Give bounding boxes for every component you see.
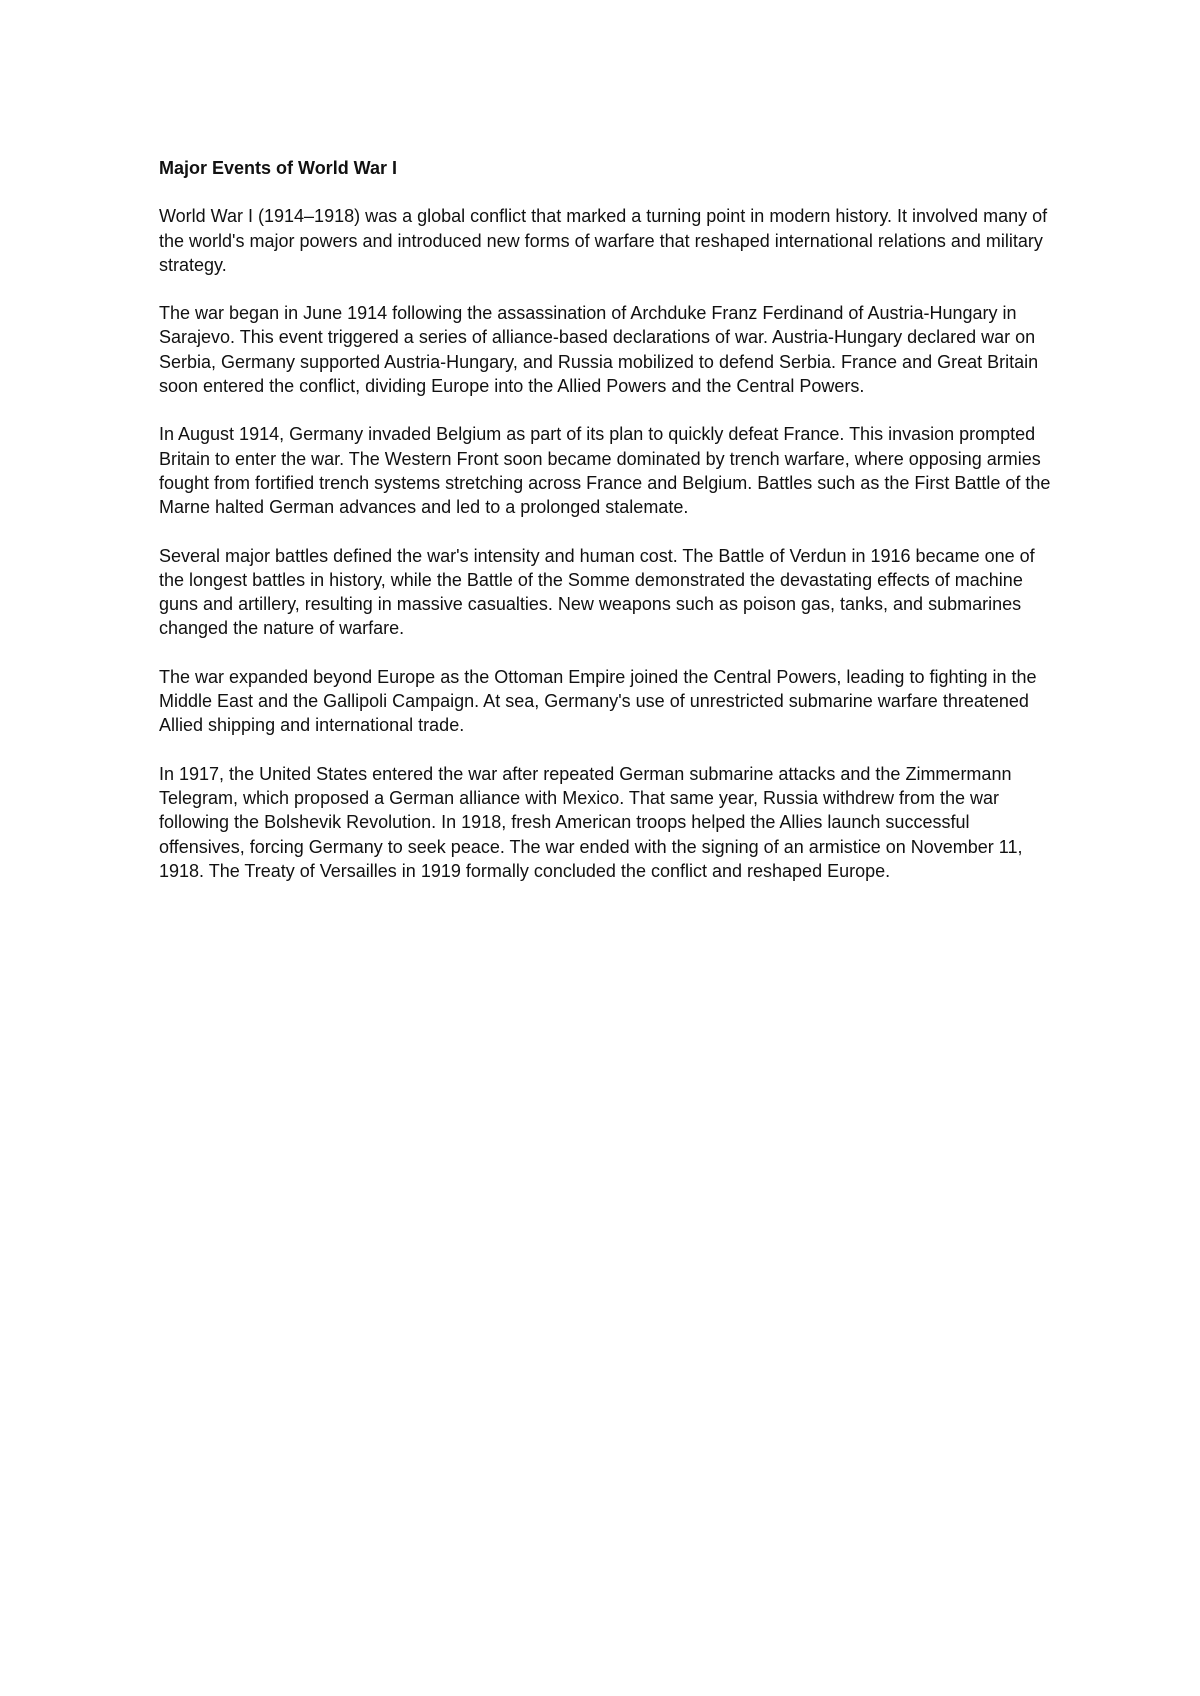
paragraph-western-front: In August 1914, Germany invaded Belgium as part of its plan to quickly defeat France. This invasion prompted Britain to enter the war. The Western Front soon became dominated by trench warfare, where opposing armies fought from fortified trench systems stretching across France and Belgium. Battles such as the First Battle of the Marne halted German advances and led to a prolonged stalemate. [159,424,1051,518]
document-title: Major Events of World War I [159,158,398,178]
paragraph-global-expansion: The war expanded beyond Europe as the Ottoman Empire joined the Central Powers, leading to fighting in the Middle East and the Gallipoli Campaign. At sea, Germany's use of unrestricted submarine warfare threatened Allied shipping and international trade. [159,666,1037,736]
paragraph-outbreak: The war began in June 1914 following the assassination of Archduke Franz Ferdinand of Austria-Hungary in Sarajevo. This event triggered a series of alliance-based declarations of war. Austria-Hungary declared war on Serbia, Germany supported Austria-Hungary, and Russia mobilized to defend Serbia. France and Great Britain soon entered the conflict, dividing Europe into the Allied Powers and the Central Powers. [159,303,1039,397]
paragraph-war-end: In 1917, the United States entered the war after repeated German submarine attacks and the Zimmermann Telegram, which proposed a German alliance with Mexico. That same year, Russia withdrew from the war following the Bolshevik Revolution. In 1918, fresh American troops helped the Allies launch successful offensives, forcing Germany to seek peace. The war ended with the signing of an armistice on November 11, 1918. The Treaty of Versailles in 1919 formally concluded the conflict and reshaped Europe. [159,763,1023,881]
paragraph-major-battles: Several major battles defined the war's intensity and human cost. The Battle of Verdun in 1916 became one of the longest battles in history, while the Battle of the Somme demonstrated the devastating effects of machine guns and artillery, resulting in massive casualties. New weapons such as poison gas, tanks, and submarines changed the nature of warfare. [159,545,1035,639]
document-body [159,156,1059,907]
paragraph-introduction: World War I (1914–1918) was a global conflict that marked a turning point in modern history. It involved many of the world's major powers and introduced new forms of warfare that reshaped international relations and military strategy. [159,206,1048,275]
